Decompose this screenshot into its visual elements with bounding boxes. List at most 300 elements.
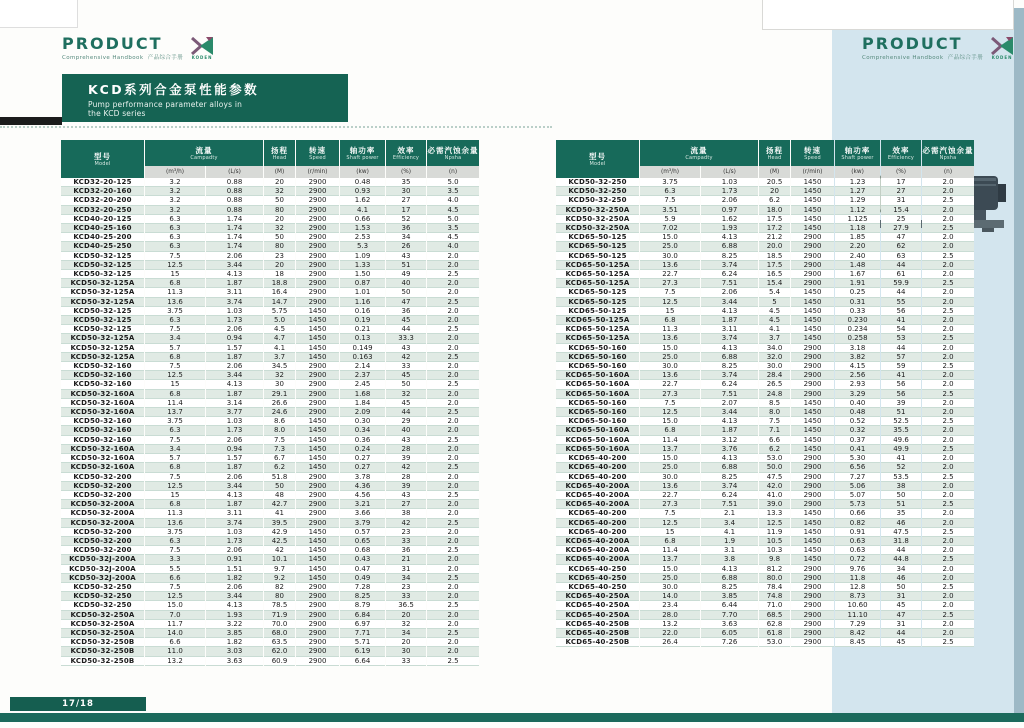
value-cell: 51 [386, 261, 426, 270]
value-cell: 33 [386, 537, 426, 546]
value-cell: 50 [881, 583, 921, 592]
unit-head: (M) [264, 166, 295, 178]
col-header-efficiency: 效率 Efficiency [881, 140, 921, 166]
value-cell: 32 [264, 187, 295, 196]
table-row [61, 519, 479, 528]
value-cell: 57 [881, 353, 921, 362]
model-cell: KCD50-32-125A [61, 353, 144, 362]
table-row [61, 261, 479, 270]
table-row [61, 206, 479, 215]
value-cell: 43 [386, 491, 426, 500]
value-cell: 2900 [296, 288, 339, 297]
value-cell: 3.75 [145, 307, 205, 316]
value-cell: 2.0 [427, 620, 479, 629]
value-cell: 33 [386, 592, 426, 601]
value-cell: 1450 [296, 463, 339, 472]
value-cell: 29.1 [264, 390, 295, 399]
value-cell: 0.63 [835, 546, 880, 555]
value-cell: 7.29 [835, 620, 880, 629]
value-cell: 6.88 [701, 242, 758, 251]
value-cell: 4.13 [701, 307, 758, 316]
value-cell: 1.68 [340, 390, 385, 399]
value-cell: 6.2 [264, 463, 295, 472]
value-cell: 8.25 [701, 473, 758, 482]
value-cell: 1450 [296, 344, 339, 353]
value-cell: 4.13 [701, 233, 758, 242]
value-cell: 20.5 [759, 178, 790, 187]
value-cell: 36 [386, 224, 426, 233]
value-cell: 13.6 [640, 334, 700, 343]
value-cell: 27 [881, 187, 921, 196]
col-header-power: 轴功率 Shaft power [340, 140, 385, 166]
value-cell: 14.0 [145, 629, 205, 638]
value-cell: 0.30 [340, 417, 385, 426]
brand-subtitle: Comprehensive Handbook 产品综合手册 [62, 55, 184, 61]
value-cell: 1.87 [701, 316, 758, 325]
value-cell: 0.48 [835, 408, 880, 417]
model-cell: KCD65-50-125A [556, 334, 639, 343]
value-cell: 2.5 [427, 298, 479, 307]
value-cell: 31 [881, 592, 921, 601]
model-cell: KCD65-50-125 [556, 288, 639, 297]
value-cell: 2900 [791, 362, 834, 371]
value-cell: 2.0 [922, 325, 974, 334]
table-row [556, 196, 974, 205]
value-cell: 1.53 [340, 224, 385, 233]
value-cell: 2900 [296, 601, 339, 610]
value-cell: 2900 [296, 620, 339, 629]
value-cell: 2900 [296, 408, 339, 417]
model-cell: KCD65-40-250B [556, 629, 639, 638]
value-cell: 13.7 [145, 408, 205, 417]
value-cell: 2900 [791, 611, 834, 620]
value-cell: 2.0 [922, 316, 974, 325]
value-cell: 6.24 [701, 491, 758, 500]
value-cell: 1450 [791, 537, 834, 546]
value-cell: 2.45 [340, 380, 385, 389]
value-cell: 6.8 [145, 353, 205, 362]
value-cell: 31 [386, 565, 426, 574]
model-cell: KCD50-32-160 [61, 380, 144, 389]
value-cell: 0.91 [835, 528, 880, 537]
value-cell: 30 [386, 187, 426, 196]
table-row [61, 380, 479, 389]
value-cell: 2900 [296, 252, 339, 261]
value-cell: 80 [264, 242, 295, 251]
value-cell: 41 [881, 316, 921, 325]
value-cell: 4.1 [701, 528, 758, 537]
value-cell: 1450 [791, 196, 834, 205]
brand-header-right [862, 36, 1015, 61]
value-cell: 2900 [296, 611, 339, 620]
table-row [556, 519, 974, 528]
model-cell: KCD50-32-160A [61, 390, 144, 399]
value-cell: 2.06 [206, 362, 263, 371]
value-cell: 32 [264, 371, 295, 380]
value-cell: 38 [386, 509, 426, 518]
value-cell: 2900 [791, 371, 834, 380]
model-cell: KCD65-50-125 [556, 298, 639, 307]
table-row [556, 371, 974, 380]
value-cell: 13.6 [145, 519, 205, 528]
value-cell: 1.84 [340, 399, 385, 408]
value-cell: 2900 [296, 592, 339, 601]
model-cell: KCD65-40-250A [556, 592, 639, 601]
value-cell: 3.1 [701, 546, 758, 555]
value-cell: 6.6 [145, 638, 205, 647]
value-cell: 12.5 [145, 261, 205, 270]
value-cell: 39.0 [759, 500, 790, 509]
value-cell: 2900 [791, 270, 834, 279]
value-cell: 1.50 [340, 270, 385, 279]
value-cell: 2900 [296, 298, 339, 307]
value-cell: 8.25 [340, 592, 385, 601]
value-cell: 7.1 [759, 426, 790, 435]
value-cell: 3.74 [701, 482, 758, 491]
value-cell: 62.8 [759, 620, 790, 629]
value-cell: 2900 [296, 473, 339, 482]
value-cell: 3.22 [206, 620, 263, 629]
table-row [61, 215, 479, 224]
value-cell: 45 [881, 638, 921, 647]
model-cell: KCD50-32-250 [556, 187, 639, 196]
value-cell: 2900 [296, 362, 339, 371]
value-cell: 12.8 [835, 583, 880, 592]
value-cell: 2.5 [922, 638, 974, 647]
model-cell: KCD50-32J-200A [61, 555, 144, 564]
value-cell: 1450 [791, 436, 834, 445]
model-cell: KCD50-32-125A [61, 288, 144, 297]
value-cell: 46 [881, 519, 921, 528]
value-cell: 7.5 [264, 436, 295, 445]
value-cell: 2.06 [206, 252, 263, 261]
value-cell: 1.57 [206, 454, 263, 463]
value-cell: 2.0 [922, 463, 974, 472]
value-cell: 62 [881, 242, 921, 251]
value-cell: 49.6 [881, 436, 921, 445]
model-cell: KCD65-50-160 [556, 353, 639, 362]
value-cell: 2.0 [922, 353, 974, 362]
value-cell: 1.51 [206, 565, 263, 574]
value-cell: 33 [386, 657, 426, 666]
table-row [61, 601, 479, 610]
value-cell: 44 [386, 408, 426, 417]
value-cell: 41 [881, 371, 921, 380]
value-cell: 4.5 [427, 206, 479, 215]
value-cell: 4.0 [427, 242, 479, 251]
value-cell: 1.74 [206, 215, 263, 224]
value-cell: 2.0 [427, 528, 479, 537]
unit-npsh: (n) [922, 166, 974, 178]
value-cell: 7.51 [701, 390, 758, 399]
value-cell: 46 [881, 574, 921, 583]
value-cell: 2.0 [427, 638, 479, 647]
value-cell: 3.44 [206, 261, 263, 270]
value-cell: 1450 [296, 528, 339, 537]
value-cell: 13.6 [145, 298, 205, 307]
value-cell: 78.4 [759, 583, 790, 592]
value-cell: 34 [386, 574, 426, 583]
value-cell: 2.06 [206, 436, 263, 445]
model-cell: KCD50-32-200 [61, 546, 144, 555]
value-cell: 4.15 [835, 362, 880, 371]
value-cell: 13.3 [759, 509, 790, 518]
value-cell: 2900 [296, 629, 339, 638]
value-cell: 27.3 [640, 500, 700, 509]
value-cell: 15.0 [145, 601, 205, 610]
value-cell: 2900 [296, 509, 339, 518]
top-left-margin-box [0, 0, 78, 28]
unit-power: (kw) [835, 166, 880, 178]
table-row [61, 638, 479, 647]
value-cell: 2900 [296, 647, 339, 656]
value-cell: 0.88 [206, 187, 263, 196]
table-row [61, 390, 479, 399]
value-cell: 3.5 [427, 187, 479, 196]
value-cell: 2.5 [922, 583, 974, 592]
value-cell: 44 [881, 261, 921, 270]
value-cell: 11.4 [640, 546, 700, 555]
value-cell: 2.0 [922, 178, 974, 187]
value-cell: 2.0 [427, 509, 479, 518]
table-row [61, 178, 479, 187]
value-cell: 3.11 [206, 509, 263, 518]
col-header-power: 轴功率 Shaft power [835, 140, 880, 166]
value-cell: 15.4 [759, 279, 790, 288]
table-row [556, 555, 974, 564]
value-cell: 1450 [296, 334, 339, 343]
value-cell: 61.8 [759, 629, 790, 638]
table-row [61, 196, 479, 205]
value-cell: 4.13 [206, 491, 263, 500]
table-row [61, 399, 479, 408]
value-cell: 2.0 [427, 390, 479, 399]
value-cell: 3.18 [835, 344, 880, 353]
value-cell: 3.76 [701, 445, 758, 454]
value-cell: 2.0 [427, 583, 479, 592]
value-cell: 0.21 [340, 325, 385, 334]
value-cell: 4.56 [340, 491, 385, 500]
model-cell: KCD65-50-160 [556, 417, 639, 426]
value-cell: 80 [264, 592, 295, 601]
value-cell: 5.5 [145, 565, 205, 574]
value-cell: 41.0 [759, 491, 790, 500]
value-cell: 23 [264, 252, 295, 261]
value-cell: 2.5 [922, 334, 974, 343]
table-row [556, 537, 974, 546]
value-cell: 2900 [791, 500, 834, 509]
value-cell: 22.7 [640, 270, 700, 279]
value-cell: 3.85 [701, 592, 758, 601]
value-cell: 0.87 [340, 279, 385, 288]
value-cell: 0.94 [206, 445, 263, 454]
value-cell: 26 [386, 242, 426, 251]
value-cell: 4.13 [701, 565, 758, 574]
value-cell: 25.0 [640, 353, 700, 362]
value-cell: 0.72 [835, 555, 880, 564]
unit-flow-ls: (L/s) [206, 166, 263, 178]
value-cell: 0.16 [340, 307, 385, 316]
value-cell: 28.4 [759, 371, 790, 380]
value-cell: 2900 [791, 491, 834, 500]
value-cell: 13.6 [640, 371, 700, 380]
model-cell: KCD50-32-250A [61, 620, 144, 629]
value-cell: 2.0 [427, 334, 479, 343]
value-cell: 59.9 [881, 279, 921, 288]
value-cell: 3.78 [340, 473, 385, 482]
model-cell: KCD50-32J-200A [61, 565, 144, 574]
value-cell: 21 [386, 555, 426, 564]
value-cell: 2.0 [427, 454, 479, 463]
model-cell: KCD40-25-200 [61, 233, 144, 242]
value-cell: 12.5 [640, 519, 700, 528]
table-row [556, 242, 974, 251]
value-cell: 0.230 [835, 316, 880, 325]
table-row [556, 528, 974, 537]
value-cell: 3.4 [145, 445, 205, 454]
title-accent-bar [0, 117, 62, 125]
value-cell: 34.5 [264, 362, 295, 371]
model-cell: KCD50-32-250A [61, 629, 144, 638]
value-cell: 1.93 [701, 224, 758, 233]
value-cell: 1450 [791, 325, 834, 334]
pump-parameters-table-left [60, 140, 480, 666]
model-cell: KCD65-40-200A [556, 500, 639, 509]
value-cell: 26.4 [640, 638, 700, 647]
value-cell: 3.11 [701, 325, 758, 334]
value-cell: 1.67 [835, 270, 880, 279]
value-cell: 5.71 [340, 638, 385, 647]
value-cell: 2900 [296, 279, 339, 288]
value-cell: 3.75 [640, 178, 700, 187]
model-cell: KCD50-32-200 [61, 482, 144, 491]
value-cell: 20 [386, 638, 426, 647]
value-cell: 44 [881, 344, 921, 353]
table-row [556, 224, 974, 233]
value-cell: 2.06 [206, 325, 263, 334]
value-cell: 11.4 [145, 399, 205, 408]
col-header-head: 扬程 Head [759, 140, 790, 166]
value-cell: 1.03 [206, 307, 263, 316]
model-cell: KCD50-32-160A [61, 445, 144, 454]
page-number: 17/18 [10, 697, 146, 711]
value-cell: 0.24 [340, 445, 385, 454]
table-row [556, 206, 974, 215]
unit-flow-m3h: (m³/h) [145, 166, 205, 178]
value-cell: 8.25 [701, 362, 758, 371]
value-cell: 8.0 [759, 408, 790, 417]
value-cell: 39 [386, 454, 426, 463]
table-row [556, 279, 974, 288]
value-cell: 2.0 [922, 408, 974, 417]
table-row [556, 233, 974, 242]
value-cell: 0.68 [340, 546, 385, 555]
value-cell: 26.5 [759, 380, 790, 389]
value-cell: 0.65 [340, 537, 385, 546]
value-cell: 2900 [791, 565, 834, 574]
value-cell: 4.5 [759, 307, 790, 316]
value-cell: 15.0 [640, 417, 700, 426]
table-row [61, 657, 479, 666]
table-row [556, 307, 974, 316]
value-cell: 2.0 [922, 565, 974, 574]
value-cell: 2.0 [922, 601, 974, 610]
value-cell: 31 [881, 620, 921, 629]
value-cell: 47 [881, 611, 921, 620]
value-cell: 1450 [791, 546, 834, 555]
value-cell: 2.0 [922, 620, 974, 629]
model-cell: KCD65-50-160 [556, 399, 639, 408]
value-cell: 8.6 [264, 417, 295, 426]
table-row [61, 463, 479, 472]
value-cell: 62.0 [264, 647, 295, 656]
model-cell: KCD65-40-200 [556, 509, 639, 518]
value-cell: 43 [386, 344, 426, 353]
value-cell: 1.87 [701, 426, 758, 435]
value-cell: 3.63 [206, 657, 263, 666]
model-cell: KCD65-40-200A [556, 491, 639, 500]
value-cell: 2.5 [427, 657, 479, 666]
value-cell: 4.7 [264, 334, 295, 343]
value-cell: 9.7 [264, 565, 295, 574]
value-cell: 1450 [296, 555, 339, 564]
value-cell: 1450 [791, 426, 834, 435]
value-cell: 3.44 [206, 371, 263, 380]
value-cell: 0.41 [835, 445, 880, 454]
unit-power: (kw) [340, 166, 385, 178]
value-cell: 68.0 [264, 629, 295, 638]
value-cell: 36 [386, 307, 426, 316]
value-cell: 0.36 [340, 436, 385, 445]
value-cell: 0.25 [835, 288, 880, 297]
value-cell: 1.62 [340, 196, 385, 205]
value-cell: 2900 [296, 196, 339, 205]
value-cell: 15.0 [640, 344, 700, 353]
value-cell: 2.0 [427, 565, 479, 574]
model-cell: KCD50-32-160A [61, 399, 144, 408]
table-row [556, 408, 974, 417]
model-cell: KCD65-50-125 [556, 233, 639, 242]
value-cell: 2.0 [922, 371, 974, 380]
value-cell: 15 [145, 270, 205, 279]
value-cell: 13.7 [640, 555, 700, 564]
table-row [61, 316, 479, 325]
value-cell: 2.0 [922, 206, 974, 215]
model-cell: KCD40-25-250 [61, 242, 144, 251]
value-cell: 1.91 [835, 279, 880, 288]
table-row [556, 463, 974, 472]
value-cell: 8.0 [264, 426, 295, 435]
value-cell: 5.30 [835, 454, 880, 463]
value-cell: 0.37 [835, 436, 880, 445]
table-row [556, 491, 974, 500]
value-cell: 1.18 [835, 224, 880, 233]
value-cell: 0.234 [835, 325, 880, 334]
value-cell: 42 [386, 519, 426, 528]
table-row [556, 574, 974, 583]
value-cell: 17.5 [759, 215, 790, 224]
model-cell: KCD50-32-125 [61, 261, 144, 270]
model-cell: KCD50-32-250A [556, 215, 639, 224]
value-cell: 2.5 [922, 279, 974, 288]
value-cell: 0.13 [340, 334, 385, 343]
value-cell: 0.88 [206, 196, 263, 205]
value-cell: 1450 [296, 454, 339, 463]
value-cell: 2900 [791, 380, 834, 389]
value-cell: 2.0 [922, 215, 974, 224]
value-cell: 6.3 [640, 187, 700, 196]
value-cell: 0.93 [340, 187, 385, 196]
